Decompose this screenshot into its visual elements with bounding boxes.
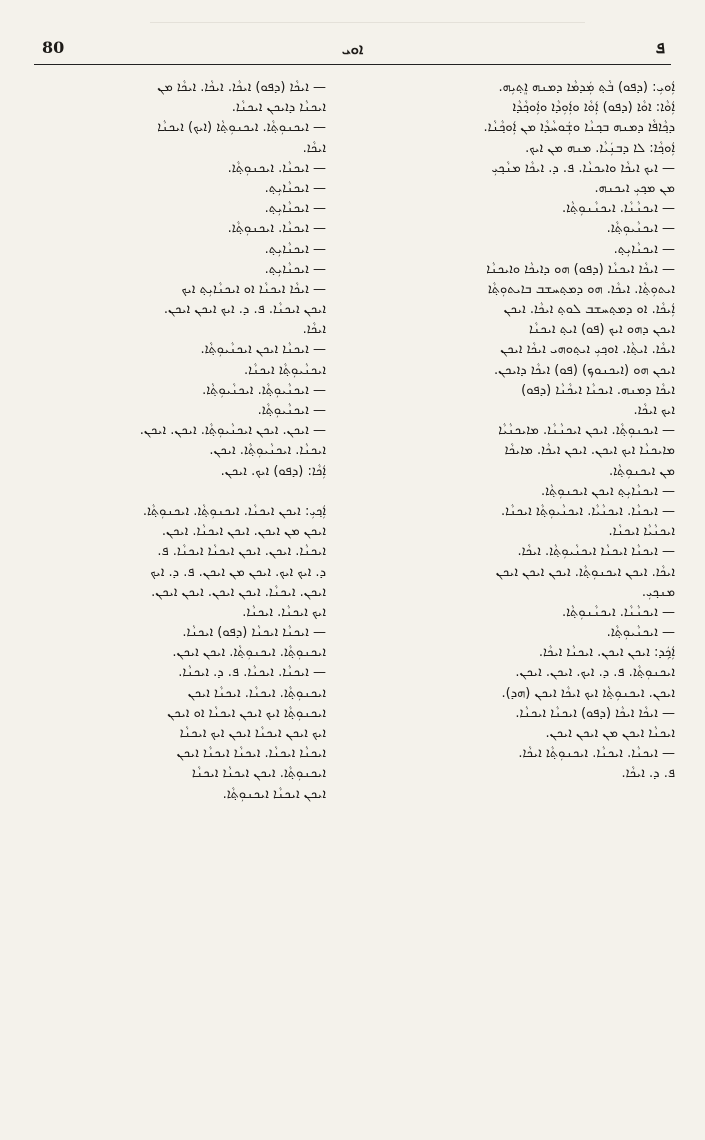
- entry-line: ܐܝܟܢ ܗܘ (ܐܝܟܢܘܟ݂) (ܦܘ) ܐܝܟܵܐ ܕܐܝܟܢ.: [493, 362, 675, 378]
- entry-line: ܐܝܟܢ ܡܢ ܐܝܟܢ. ܐܝܟܢ ܐܝܟܢܵܐ. ܐܝܟܢ.: [161, 524, 326, 540]
- entry-line: ܐܝܟܢܘܼܬ݂ܵܐ. ܐܝܟܢ ܐܝܟܢܵܐ ܐܝܟܢܵܐ: [191, 766, 326, 782]
- entry-line: — ܐܝܟܢܵܐ. ܐܝܟܢܵܐ. ܐܝܟܢܘܼܬ݂ܵܐ ܐܝܟܵܐ.: [518, 746, 675, 762]
- entry-line: — ܐܝܟܢܵܐ. ܐܝܟܢܵܝܵܐ. ܐܝܟܢܵܝܘܼܬ݂ܵܐ ܐܝܟܢܵܐ.: [501, 503, 675, 519]
- entry-line: — ܐܝܟܢܵܐܝܼܬ݂ ܐܝܟܢ ܐܝܟܢܘܼܬ݂ܵܐ.: [540, 483, 675, 499]
- entry-line: — ܐܝܟܢܘܼܬ݂ܵܐ. ܐܝܟܢ ܐܝܟܢܵܢܵܐ. ܡܐܝܟܢܵܝܵܐ: [498, 423, 675, 439]
- entry-line: ܐܝܟܢܘܼܬ݂ܵܐ. ܦ. ܕ. ܐܝܟ. ܐܝܟܢ. ܐܝܟܢ.: [515, 665, 675, 681]
- entry-line: — ܐܝܟܢܵܐܝܼܬ݂.: [264, 241, 326, 257]
- entry-line: ܐܝܟ ܐܝܟܵܐ.: [633, 403, 675, 418]
- right-column: [389, 78, 675, 785]
- entry-line: ܐܝܟܢܘܼܬ݂ܵܐ ܐܝܟ ܐܝܟܢ ܐܝܟܢܵܐ ܐܘ ܐܝܟܢ: [167, 705, 326, 721]
- entry-line: ܐܲܘܟ݂ܵܐ: ܠܐ ܕܒܢܲܝܵܐ. ܡܢܗ ܡܢ ܐܝܟ.: [525, 140, 675, 156]
- entry-line: — ܐܝܟܢܵܐ ܐܝܟܢܵܐ ܐܝܟܢܵܝܘܼܬ݂ܵܐ. ܐܝܟܵܐ.: [517, 544, 675, 560]
- entry-line: — ܐܝܟܢܵܝܘܼܬ݂ܵܐ.: [257, 403, 326, 418]
- entry-line: — ܐܝܟܢܘܼܬ݂ܵܐ. ܐܝܟܢܘܼܬ݂ܵܐ (ܐܝܟ) ܐܝܟܢܵܐ: [157, 120, 326, 136]
- entry-line: ܐܲܝܟܵܐ. ܐܘ ܕܡܬ݂ܚܫܒ ܠܘܬ݂ ܐܝܟܵܐ. ܐܝܟܢ: [503, 302, 675, 318]
- entry-line: — ܐܝܟܢܵܐ ܐܝܟܢܵܐ (ܕܦܘ) ܐܝܟܢܵܐ.: [182, 625, 326, 641]
- entry-line: ܐܝܟܢܵܝܵܐ ܐܝܟܢܵܐ.: [608, 524, 675, 540]
- entry-line: ܐܲܟ݂ܲܕ: ܐܝܟܢ ܐܝܟܢ. ܐܝܟܢܵܐ ܐܝܟܵܐ.: [538, 645, 675, 661]
- entry-line: — ܐܝܟܢܵܐܝܼܬ݂.: [613, 241, 675, 257]
- entry-line: ܐܲܘܵܐ: ܐܘܵܐ (ܕܦܘ) ܐܲܘܵܐ ܘܐܲܘܼܕܵܐ ܘܐܲܘܟ݂ܵܕܵܐ: [512, 100, 675, 116]
- section-letter: ܦ: [655, 38, 665, 58]
- entry-line: ܐܝܟܵܐ. ܐܝܬ݂ܵܐ. ܐܘܟ݂ܝܼ ܐܝܬ݂ܘܗܝ ܐܝܟܵܐ ܐܝܟܢ: [500, 342, 675, 358]
- entry-line: — ܐܝܟܢ. ܐܝܟܢ ܐܝܟܢܵܝܘܼܬ݂ܵܐ. ܐܝܟܢ. ܐܝܟܢ.: [139, 423, 326, 439]
- entry-line: — ܐܝܟܢܵܢܵܐ. ܐܝܟܢܵܢܘܼܬ݂ܵܐ.: [561, 201, 675, 217]
- entry-line: — ܐܝܟܢܵܐ. ܐܝܟܢܘܼܬ݂ܵܐ.: [227, 160, 326, 176]
- left-column: [40, 78, 326, 805]
- entry-line: ܐܝܟܢ ܕܗܘ ܐܝܟ (ܦܘ) ܐܝܬ݂ ܐܝܟܢܵܐ: [528, 322, 675, 338]
- entry-line: ܐܝܬܘܼܬ݂ܵܐ. ܐܝܟܵܐ. ܗܘ ܕܡܬ݂ܚܫܒ ܒܐܝܬܘܼܬ݂ܵܐ: [487, 281, 675, 297]
- entry-line: — ܐܝܟܢܵܐܝܼܬ݂.: [264, 261, 326, 277]
- page-number: 80: [42, 38, 65, 57]
- entry-line: ܦ. ܕ. ܐܝܟܵܐ.: [621, 766, 675, 782]
- entry-line: — ܐܝܟܢܵܝܘܼܬ݂ܵܐ.: [606, 221, 675, 237]
- entry-line: ܐܝܟܢܵܐ ܐܝܟܢܵܐ. ܐܝܟܢܵܐ ܐܝܟܢܵܐ ܐܝܟܢ: [176, 746, 326, 762]
- entry-line: ܐܝܟ ܐܝܟܢܵܐ. ܐܝܟܢܵܐ.: [242, 604, 326, 620]
- entry-line: ܐܝܟ ܐܝܟܢ ܐܝܟܢܵܐ ܐܝܟܢ ܐܝܟ ܐܝܟܢܵܐ: [179, 726, 326, 741]
- entry-line: ܡܐܝܟܢܵܐ ܐܝܟ ܐܝܟܢ. ܐܝܟܢ ܐܝܟܵܐ. ܡܐܝܟܵܐ: [504, 443, 675, 459]
- entry-line: ܐܝܟܢ. ܐܝܟܢܘܼܬ݂ܵܐ ܐܝܟ ܐܝܟܵܐ ܐܝܟܢ (ܗܕ).: [501, 685, 675, 701]
- entry-line: — ܐܝܟ ܐܝܟܵܐ ܘܐܝܟܢܵܐ. ܦ. ܕ. ܐܝܟܵܐ ܡܢܵܟ݂ܝܼ: [491, 160, 675, 176]
- running-head: ܐܘܝ: [341, 40, 364, 58]
- entry-line: ܐܲܟܵܐ: (ܕܦܘ) ܐܝܟ. ܐܝܟܢ.: [220, 463, 326, 479]
- page-header: [34, 38, 671, 65]
- entry-line: — ܐܝܟܵܐ ܐܝܟܢܵܐ ܐܘ ܐܝܟܢܵܐܝܼܬ݂ ܐܝܟ: [181, 281, 326, 297]
- entry-line: ܐܲܘܝܼ: (ܕܦܘ) ܒܵܬ݂ ܡܲܕܡܵܐ ܕܡܢܗ ܐܸܬ݂ܝܼܗ.: [498, 80, 675, 95]
- entry-line: ܐܝܟܢ ܐܝܟܢܵܐ ܐܝܟܢܘܼܬ݂ܵܐ.: [222, 786, 326, 802]
- entry-line: — ܐܝܟܢܵܐ. ܐܝܟܢܵܐ. ܦ. ܕ. ܐܝܟܢܵܐ.: [178, 665, 326, 681]
- scan-artifact-rule: [150, 22, 585, 23]
- entry-line: ܐܝܟܢܘܼܬ݂ܵܐ. ܐܝܟܢܵܐ. ܐܝܟܢܵܐ ܐܝܟܢ: [187, 685, 326, 701]
- entry-line: ܕ. ܐܝܟ ܐܝܟ. ܐܝܟܢ ܡܢ ܐܝܟܢ. ܦ. ܕ. ܐܝܟ: [150, 564, 326, 580]
- entry-line: ܐܝܟܢܵܐ. ܐܝܟܢܵܝܘܼܬ݂ܵܐ. ܐܝܟܢ.: [209, 443, 326, 459]
- entry-line: — ܐܝܟܵܐ ܐܝܟܵܐ (ܕܦܘ) ܐܝܟܢܵܐ ܐܝܟܢܵܐ.: [515, 705, 675, 721]
- entry-line: ܡܢܟ݂ܝܼ.: [641, 584, 675, 600]
- entry-line: — ܐܝܟܵܐ ܐܝܟܢܵܐ (ܕܦܘ) ܗܘ ܕܐܝܟܵܐ ܘܐܝܟܢܵܐ: [486, 261, 675, 277]
- entry-line: ܐܝܟܵܐ.: [302, 140, 326, 156]
- entry-line: — ܐܝܟܢܵܐ. ܐܝܟܢܘܼܬ݂ܵܐ.: [227, 221, 326, 237]
- entry-line: — ܐܝܟܢܵܐ ܐܝܟܢ ܐܝܟܢܵܝܘܼܬ݂ܵܐ.: [200, 342, 326, 358]
- entry-line: ܐܝܟܢܵܝܘܼܬ݂ܵܐ ܐܝܟܢܵܐ.: [243, 362, 326, 378]
- entry-line: — ܐܝܟܢܵܐܝܼܬ݂.: [264, 180, 326, 196]
- entry-line: [40, 482, 326, 502]
- entry-line: ܡܢ ܡܟ݂ܝܼ ܐܝܟܢܗ.: [594, 180, 675, 196]
- entry-line: — ܐܝܟܵܐ (ܕܦܘ) ܐܝܟܵܐ. ܐܝܟܵܐ. ܐܝܟܵܐ ܡܢ: [157, 80, 326, 95]
- entry-line: — ܐܝܟܢܵܐܝܼܬ݂.: [264, 201, 326, 217]
- entry-line: ܐܝܟܢܘܼܬ݂ܵܐ. ܐܝܟܢܘܼܬ݂ܵܐ. ܐܝܟܢ ܐܝܟܢ.: [172, 645, 326, 661]
- entry-line: ܐܝܟܵܐ.: [302, 322, 326, 338]
- entry-line: ܐܝܟܢܵܐ ܕܐܝܟܢ ܐܝܟܢܵܐ.: [231, 100, 326, 116]
- entry-line: ܐܝܟܢܵܐ. ܐܝܟܢ. ܐܝܟܢ ܐܝܟܢܵܐ ܐܝܟܢܵܐ. ܦ.: [157, 544, 326, 560]
- entry-line: ܐܲܟ݂ܝܼ: ܐܝܟܢ ܐܝܟܢܵܐ. ܐܝܟܢܘܼܬ݂ܵܐ. ܐܝܟܢܘܼܬ݂ܵܐ.: [142, 503, 326, 519]
- entry-line: ܐܝܟܢܵܐ ܐܝܟܢ ܡܢ ܐܝܟܢ ܐܝܟܢ.: [545, 726, 675, 741]
- entry-line: ܐܝܟܵܐ ܕܡܢܗ. ܐܝܟܢܵܐ ܐܝܟܵܢܵܐ (ܕܦܘ): [521, 382, 675, 398]
- entry-line: — ܐܝܟܢܵܢܵܐ. ܐܝܟܢܵܢܘܼܬ݂ܵܐ.: [561, 604, 675, 620]
- entry-line: — ܐܝܟܢܵܝܘܼܬ݂ܵܐ.: [606, 625, 675, 641]
- entry-line: — ܐܝܟܢܵܝܘܼܬ݂ܵܐ. ܐܝܟܢܵܝܘܼܬ݂ܵܐ.: [202, 382, 326, 398]
- entry-line: ܡܢ ܐܝܟܢܘܼܬ݂ܵܐ.: [609, 463, 675, 479]
- entry-line: ܕܟ݂ܵܐܦܵܐ ܕܡܢܗ ܒܟ݂ܢܵܐ ܘܫܲܘܚܵܕܵܐ ܡܢ ܐܲܘܟ݂ܵܢܵܐ.: [483, 120, 675, 136]
- entry-line: ܐܝܟܢ. ܐܝܟܢܵܐ. ܐܝܟܢ ܐܝܟܢ. ܐܝܟܢ ܐܝܟܢ.: [151, 584, 326, 600]
- entry-line: ܐܝܟܵܐ. ܐܝܟܢ ܐܝܟܢܘܼܬ݂ܵܐ. ܐܝܟܢ ܐܝܟܢ ܐܝܟܢ: [495, 564, 675, 580]
- entry-line: ܐܝܟܢ ܐܝܟܢܵܐ. ܦ. ܕ. ܐܝܟ ܐܝܟܢ ܐܝܟܢ.: [163, 302, 326, 318]
